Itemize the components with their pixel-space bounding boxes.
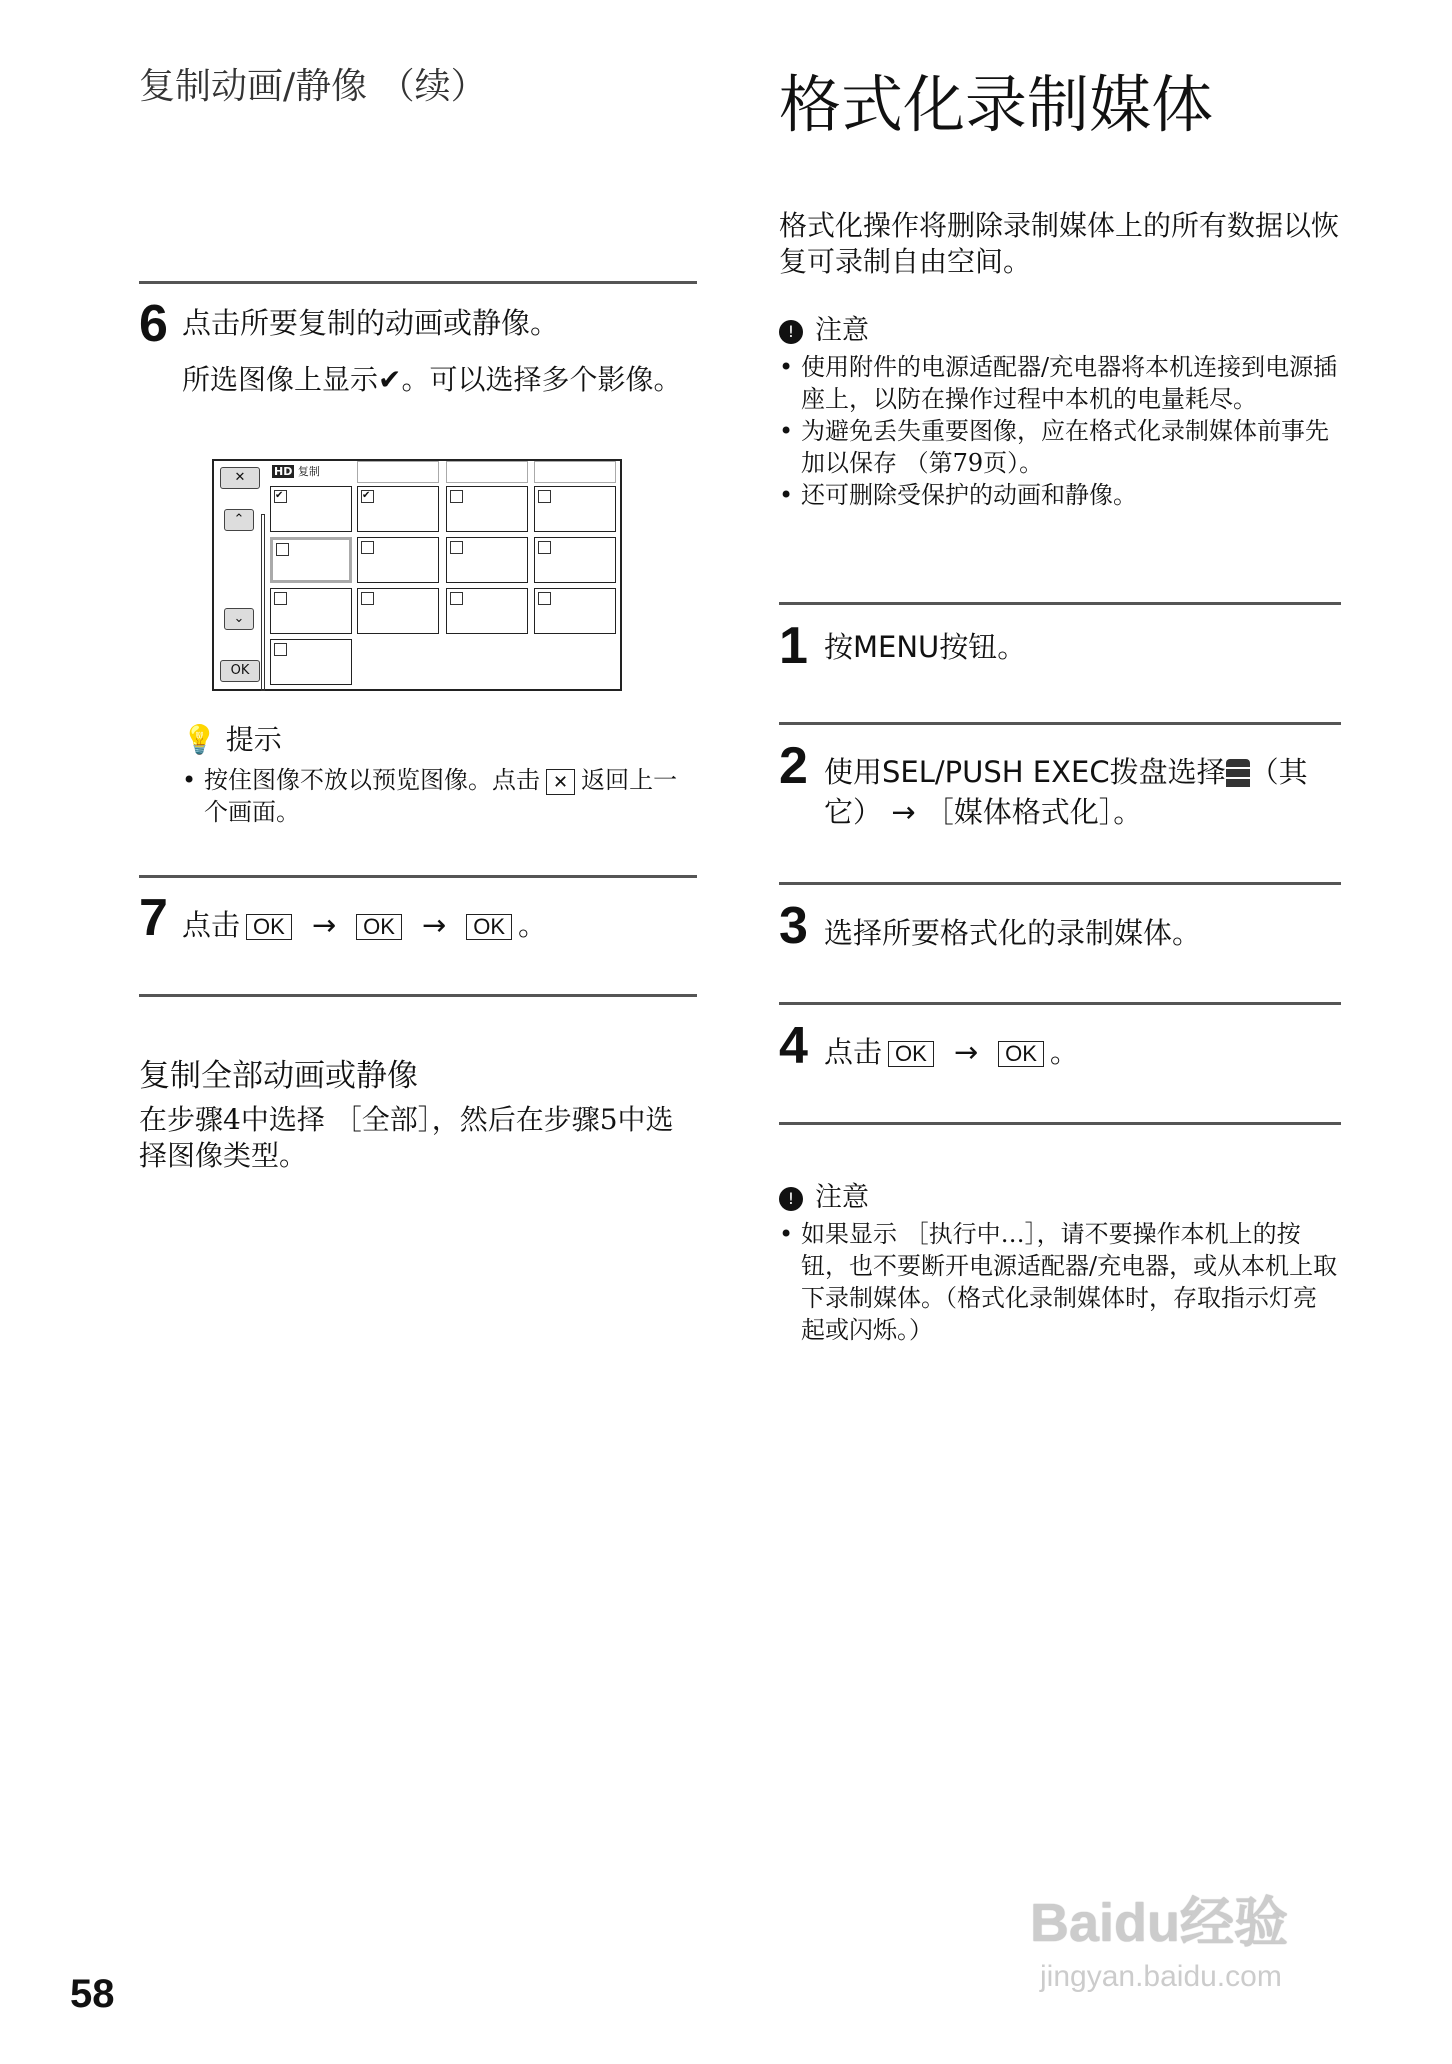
step-text-a: 使用SEL/PUSH EXEC拨盘选择 [824, 755, 1226, 789]
step-text: 按MENU按钮。 [824, 630, 1027, 664]
warning-icon: ! [779, 1187, 803, 1211]
screen-illustration [212, 459, 622, 691]
ok-icon: OK [466, 914, 512, 940]
checkbox[interactable] [538, 541, 551, 554]
section-text: 在步骤4中选择 ［全部］，然后在步骤5中选择图像类型。 [139, 1103, 674, 1172]
thumbnail[interactable] [534, 486, 616, 532]
checkbox[interactable] [450, 592, 463, 605]
divider [779, 882, 1341, 885]
scroll-up-button[interactable]: ⌃ [224, 509, 254, 531]
checkbox[interactable] [274, 643, 287, 656]
divider [139, 281, 697, 284]
thumbnail[interactable] [270, 588, 352, 634]
checkbox[interactable] [538, 490, 551, 503]
divider [779, 1122, 1341, 1125]
checkbox[interactable] [450, 490, 463, 503]
thumbnail[interactable] [446, 537, 528, 583]
checkbox[interactable] [361, 592, 374, 605]
thumbnail[interactable] [534, 537, 616, 583]
note-list [779, 1218, 1339, 1346]
note-label: 注意 [815, 1182, 869, 1213]
step-text [824, 1032, 1079, 1072]
desc-text: 所选图像上显示 [182, 363, 379, 396]
tip-list [182, 764, 682, 828]
watermark-logo: Baidu经验 [1030, 1893, 1289, 1953]
thumbnail[interactable] [357, 588, 439, 634]
page-title: 格式化录制媒体 [779, 68, 1214, 141]
divider [779, 1002, 1341, 1005]
list-item: • 还可删除受保护的动画和静像。 [779, 479, 1339, 511]
ok-icon: OK [246, 914, 292, 940]
scrollbar[interactable] [261, 514, 265, 691]
checkbox[interactable]: ✔ [361, 490, 374, 503]
screen-title: 复制 [297, 465, 320, 478]
arrow: → [311, 908, 337, 942]
checkbox[interactable] [538, 592, 551, 605]
hd-badge: HD [274, 465, 293, 478]
other-menu-icon [1226, 759, 1250, 789]
page-number: 58 [70, 1972, 115, 2016]
note-label: 注意 [815, 315, 869, 346]
checkbox[interactable]: ✔ [274, 490, 287, 503]
step-end: 。 [1049, 1035, 1079, 1069]
ok-icon: OK [356, 914, 402, 940]
ok-button[interactable]: OK [220, 660, 260, 682]
step-text [182, 905, 547, 945]
arrow: → [421, 908, 447, 942]
step-number: 6 [139, 295, 168, 353]
header-cell [534, 461, 616, 483]
note-list [779, 351, 1339, 511]
tip-heading [182, 718, 282, 758]
checkbox[interactable] [361, 541, 374, 554]
warning-icon: ! [779, 320, 803, 344]
step-text-b: （其它） → ［媒体格式化］。 [824, 755, 1308, 829]
list-item: • 使用附件的电源适配器/充电器将本机连接到电源插座上，以防在操作过程中本机的电量耗尽。 [779, 351, 1339, 415]
note-heading [779, 308, 869, 347]
step-description [182, 362, 697, 398]
step-label: 点击 [824, 1035, 883, 1069]
step-number: 7 [139, 889, 168, 947]
screen-header [272, 463, 320, 479]
checkbox[interactable] [276, 543, 289, 556]
tip-text: 返回上一个画面。 [204, 766, 678, 826]
step-text [824, 752, 1334, 832]
thumbnail[interactable] [357, 537, 439, 583]
thumbnail[interactable] [446, 588, 528, 634]
checkbox[interactable] [450, 541, 463, 554]
checkmark-icon: ✔ [378, 363, 402, 396]
tip-text: 按住图像不放以预览图像。点击 [204, 766, 540, 794]
ok-icon: OK [888, 1041, 934, 1067]
desc-text: 。可以选择多个影像。 [401, 363, 682, 396]
list-item: • 如果显示 ［执行中…］，请不要操作本机上的按钮，也不要断开电源适配器/充电器，或从本机上取下录制媒体。（格式化录制媒体时，存取指示灯亮起或闪烁。） [779, 1218, 1339, 1346]
ok-icon: OK [998, 1041, 1044, 1067]
note-heading [779, 1175, 869, 1214]
step-number: 1 [779, 617, 808, 675]
scroll-down-button[interactable]: ⌄ [224, 608, 254, 630]
list-item: • 为避免丢失重要图像，应在格式化录制媒体前事先加以保存 （第79页）。 [779, 415, 1339, 479]
thumbnail[interactable] [270, 639, 352, 685]
step-number: 4 [779, 1017, 808, 1075]
list-item [182, 764, 682, 828]
thumbnail[interactable] [357, 486, 439, 532]
step-number: 3 [779, 897, 808, 955]
thumbnail[interactable] [270, 537, 352, 583]
header-cell [357, 461, 439, 483]
step-label: 点击 [182, 908, 241, 942]
divider [139, 994, 697, 997]
thumbnail[interactable] [270, 486, 352, 532]
step-end: 。 [518, 908, 548, 942]
checkbox[interactable] [274, 592, 287, 605]
step-text: 选择所要格式化的录制媒体。 [824, 916, 1202, 950]
thumbnail[interactable] [446, 486, 528, 532]
divider [139, 875, 697, 878]
running-header: 复制动画/静像 （续） [139, 66, 487, 107]
section-heading: 复制全部动画或静像 [139, 1058, 418, 1094]
close-button[interactable]: ✕ [220, 467, 260, 489]
intro-text: 格式化操作将删除录制媒体上的所有数据以恢复可录制自由空间。 [779, 209, 1340, 278]
arrow: → [953, 1035, 979, 1069]
thumbnail[interactable] [534, 588, 616, 634]
watermark-url: jingyan.baidu.com [1040, 1960, 1282, 1993]
tip-label: 提示 [225, 723, 282, 756]
lightbulb-icon: 💡 [182, 723, 217, 756]
step-title: 点击所要复制的动画或静像。 [182, 306, 560, 340]
divider [779, 602, 1341, 605]
close-icon: ✕ [546, 769, 575, 795]
step-number: 2 [779, 737, 808, 795]
divider [779, 722, 1341, 725]
header-cell [446, 461, 528, 483]
